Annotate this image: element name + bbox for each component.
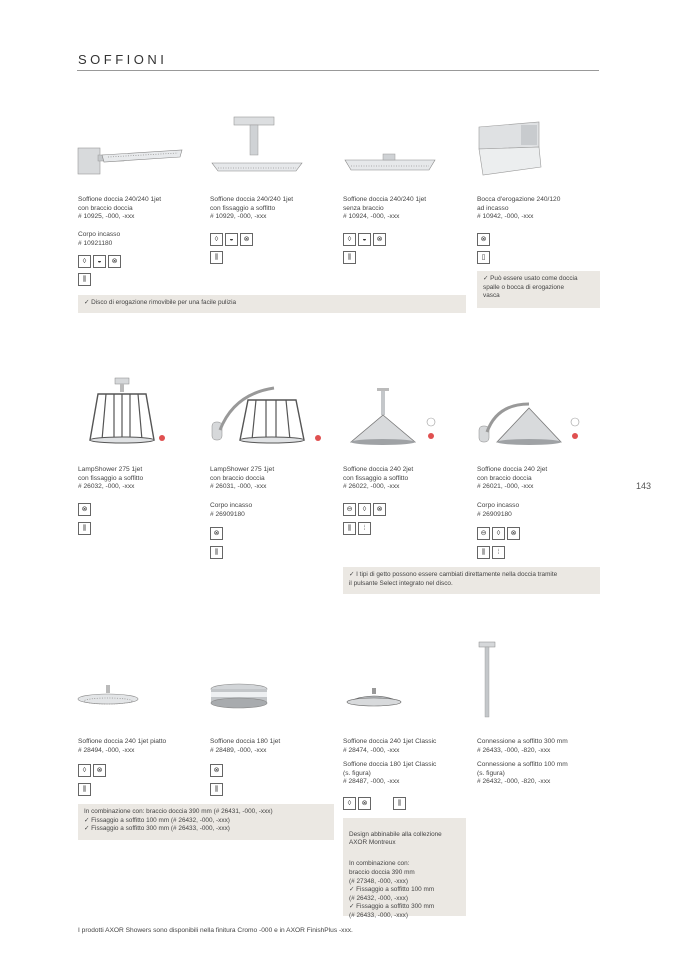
rain-spray-icon: ⫼ xyxy=(477,546,490,559)
spray-icons xyxy=(343,522,371,535)
product-desc-3-3: Soffione doccia 240 1jet Classic # 28474, -000, -xxx xyxy=(343,738,437,754)
quickclean-icon: ⊗ xyxy=(477,233,490,246)
quickclean-icon: ⊗ xyxy=(507,527,520,540)
product-desc-3-1: Soffione doccia 240 1jet piatto # 28494, -000, -xxx xyxy=(78,738,167,754)
quickclean-icon: ⊗ xyxy=(373,233,386,246)
note-montreux xyxy=(343,818,466,919)
feature-icons xyxy=(210,527,223,540)
product-image-square-shower-head xyxy=(343,148,438,176)
spray-icons xyxy=(78,273,91,286)
page-number: 143 xyxy=(636,481,652,491)
feature-icons xyxy=(477,233,490,246)
product-desc-2-3: Soffione doccia 240 2jet con fissaggio a soffitto # 26022, -000, -xxx xyxy=(343,466,414,491)
product-image-conical-ceiling-shower xyxy=(343,388,443,448)
spray-icons xyxy=(210,546,223,559)
rain-spray-icon: ⫼ xyxy=(78,273,91,286)
product-desc-1-3: Soffione doccia 240/240 1jet senza braccio # 10924, -000, -xxx xyxy=(343,196,427,221)
product-extra-1-1: Corpo incasso # 10921180 xyxy=(78,231,121,247)
note-montreux-title: Design abbinabile alla collezione AXOR Montreux xyxy=(349,830,442,847)
product-extra-2-2: Corpo incasso # 26909180 xyxy=(210,502,253,518)
powderrain-spray-icon: ⦙ xyxy=(358,522,371,535)
header-rule xyxy=(77,70,599,71)
note-spout-usage: ✓ Può essere usato come doccia spalle o bocca di erogazione vasca xyxy=(477,271,600,308)
feature-icons xyxy=(78,255,121,268)
footer-note: I prodotti AXOR Showers sono disponibili nella finitura Cromo -000 e in AXOR FinishPlus -xxx. xyxy=(78,927,353,934)
quickclean-icon: ⊗ xyxy=(210,527,223,540)
rain-spray-icon: ⫼ xyxy=(343,251,356,264)
select-icon: ⊖ xyxy=(477,527,490,540)
rain-spray-icon: ⫼ xyxy=(78,783,91,796)
rain-spray-icon: ⫼ xyxy=(210,546,223,559)
spray-icons xyxy=(477,251,490,264)
product-extra-3-3: Soffione doccia 180 1jet Classic (s. figura) # 28487, -000, -xxx xyxy=(343,761,437,786)
product-desc-3-4: Connessione a soffitto 300 mm # 26433, -000, -820, -xxx xyxy=(477,738,568,754)
rain-spray-icon: ⫼ xyxy=(393,797,406,810)
quickclean-icon: ⊗ xyxy=(108,255,121,268)
spray-icons xyxy=(477,546,505,559)
spray-icons xyxy=(343,251,356,264)
airpower-icon: ◒ xyxy=(225,233,238,246)
product-image-conical-wall-shower xyxy=(477,400,587,450)
drop-icon: ◊ xyxy=(78,764,91,777)
spray-icons xyxy=(78,522,91,535)
feature-icons xyxy=(210,764,223,777)
rain-spray-icon: ⫼ xyxy=(78,522,91,535)
powderrain-spray-icon: ⦙ xyxy=(492,546,505,559)
feature-icons xyxy=(343,797,371,810)
spray-icons xyxy=(210,783,223,796)
product-extra-3-4: Connessione a soffitto 100 mm (s. figura) # 26432, -000, -820, -xxx xyxy=(477,761,568,786)
drop-icon: ◊ xyxy=(78,255,91,268)
airpower-icon: ◒ xyxy=(93,255,106,268)
note-combination: In combinazione con: braccio doccia 390 mm (# 26431, -000, -xxx) ✓ Fissaggio a soffitto 100 mm (# 26432, -000, -xxx) ✓ Fissaggio a soffitto 300 mm (# 26433, -000, -xxx) xyxy=(78,804,334,840)
drop-icon: ◊ xyxy=(492,527,505,540)
rain-spray-icon: ⫼ xyxy=(210,783,223,796)
product-desc-2-4: Soffione doccia 240 2jet con braccio doccia # 26021, -000, -xxx xyxy=(477,466,548,491)
product-image-ceiling-connection xyxy=(477,642,497,722)
feature-icons xyxy=(343,503,386,516)
product-desc-1-1: Soffione doccia 240/240 1jet con braccio doccia # 10925, -000, -xxx xyxy=(78,196,162,221)
laminar-spray-icon: ▯ xyxy=(477,251,490,264)
rain-spray-icon: ⫼ xyxy=(210,251,223,264)
product-image-classic-shower xyxy=(343,688,405,712)
drop-icon: ◊ xyxy=(210,233,223,246)
drop-icon: ◊ xyxy=(343,797,356,810)
product-extra-2-4: Corpo incasso # 26909180 xyxy=(477,502,520,518)
product-desc-3-2: Soffione doccia 180 1jet # 28489, -000, -xxx xyxy=(210,738,281,754)
note-select-button: ✓ I tipi di getto possono essere cambiati direttamente nella doccia tramite il pulsante Select integrato nel disco. xyxy=(343,567,600,594)
product-image-round-180-shower xyxy=(210,682,270,712)
page-title: SOFFIONI xyxy=(78,52,168,67)
feature-icons xyxy=(78,764,106,777)
drop-icon: ◊ xyxy=(358,503,371,516)
quickclean-icon: ⊗ xyxy=(93,764,106,777)
product-desc-2-2: LampShower 275 1jet con braccio doccia # 26031, -000, -xxx xyxy=(210,466,275,491)
quickclean-icon: ⊗ xyxy=(240,233,253,246)
rain-spray-icon: ⫼ xyxy=(343,522,356,535)
product-image-spout xyxy=(477,119,542,179)
product-image-square-wall-shower xyxy=(78,135,183,180)
product-desc-2-1: LampShower 275 1jet con fissaggio a soffitto # 26032, -000, -xxx xyxy=(78,466,144,491)
drop-icon: ◊ xyxy=(343,233,356,246)
quickclean-icon: ⊗ xyxy=(210,764,223,777)
product-desc-1-2: Soffione doccia 240/240 1jet con fissaggio a soffitto # 10929, -000, -xxx xyxy=(210,196,294,221)
spray-icons xyxy=(78,783,91,796)
quickclean-icon: ⊗ xyxy=(358,797,371,810)
product-image-flat-round-shower xyxy=(78,685,140,709)
select-icon: ⊖ xyxy=(343,503,356,516)
product-image-lampshower-wall xyxy=(210,382,325,448)
quickclean-icon: ⊗ xyxy=(78,503,91,516)
note-montreux-body: In combinazione con: braccio doccia 390 mm (# 27348, -000, -xxx) ✓ Fissaggio a soffitto 100 mm (# 26432, -000, -xxx) ✓ Fissaggio a soffitto 300 mm (# 26433, -000, -xxx) xyxy=(349,860,435,919)
product-desc-1-4: Bocca d'erogazione 240/120 ad incasso # 10942, -000, -xxx xyxy=(477,196,561,221)
feature-icons xyxy=(210,233,253,246)
product-image-lampshower-ceiling xyxy=(78,378,173,448)
note-removable-disc: ✓ Disco di erogazione rimovibile per una facile pulizia xyxy=(78,295,466,313)
airpower-icon: ◒ xyxy=(358,233,371,246)
spray-icons xyxy=(393,797,406,810)
feature-icons xyxy=(477,527,520,540)
product-image-square-ceiling-shower xyxy=(210,117,305,177)
feature-icons xyxy=(78,503,91,516)
quickclean-icon: ⊗ xyxy=(373,503,386,516)
spray-icons xyxy=(210,251,223,264)
feature-icons xyxy=(343,233,386,246)
